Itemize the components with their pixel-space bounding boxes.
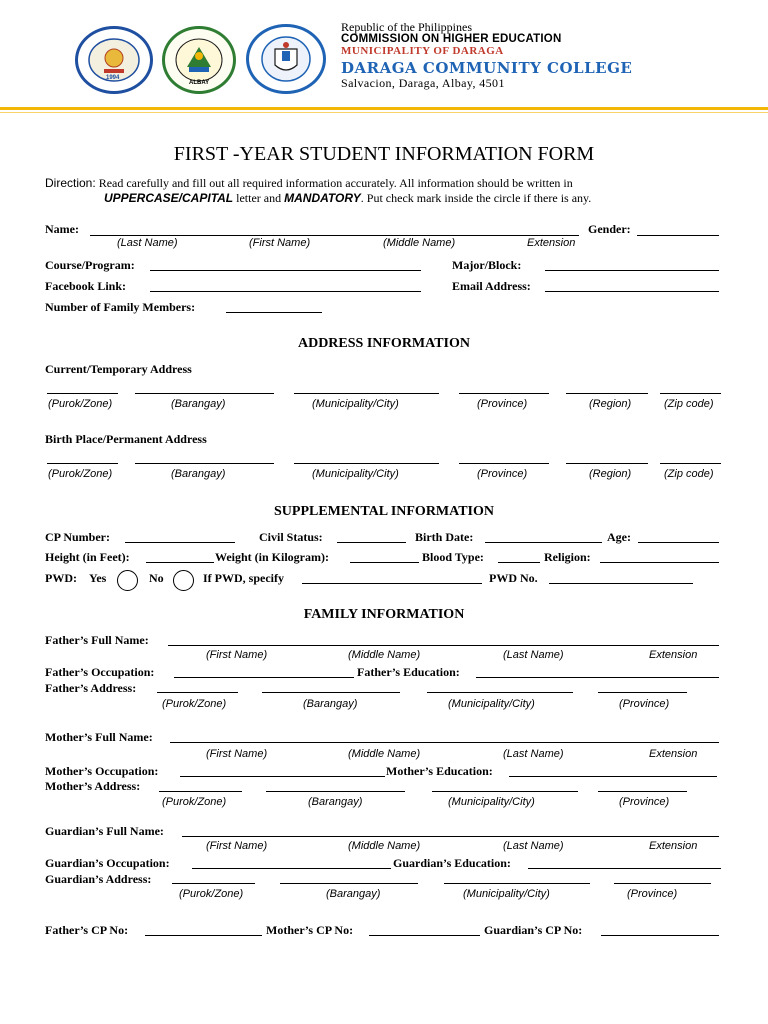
name-caption-extension: Extension	[527, 237, 576, 249]
father-education-field[interactable]	[476, 677, 719, 678]
birth-date-field[interactable]	[485, 542, 602, 543]
pwd-specify-field[interactable]	[302, 583, 482, 584]
mother-address-label: Mother’s Address:	[45, 779, 141, 793]
current-caption-municipality: (Municipality/City)	[312, 398, 399, 410]
father-caption-province: (Province)	[619, 698, 670, 710]
header-college: DARAGA COMMUNITY COLLEGE	[341, 59, 633, 77]
guardian-education-field[interactable]	[528, 868, 721, 869]
weight-field[interactable]	[350, 562, 419, 563]
father-occupation-field[interactable]	[174, 677, 354, 678]
pwd-label: PWD:	[45, 571, 77, 585]
guardian-name-field[interactable]	[182, 836, 719, 837]
birth-caption-barangay: (Barangay)	[171, 468, 226, 480]
guardian-purok-field[interactable]	[172, 883, 255, 884]
mother-occupation-field[interactable]	[180, 776, 385, 777]
father-caption-middle: (Middle Name)	[348, 649, 421, 661]
guardian-occupation-field[interactable]	[192, 868, 391, 869]
father-occupation-label: Father’s Occupation:	[45, 665, 155, 679]
address-heading: ADDRESS INFORMATION	[297, 336, 471, 351]
guardian-name-label: Guardian’s Full Name:	[45, 824, 164, 838]
father-name-field[interactable]	[168, 645, 719, 646]
current-caption-zip: (Zip code)	[664, 398, 714, 410]
mother-cp-field[interactable]	[369, 935, 480, 936]
pwd-no-checkbox[interactable]	[173, 570, 194, 591]
guardian-caption-municipality: (Municipality/City)	[463, 888, 550, 900]
father-caption-purok: (Purok/Zone)	[162, 698, 227, 710]
guardian-caption-first: (First Name)	[206, 840, 268, 852]
current-municipality-field[interactable]	[294, 393, 439, 394]
facebook-label: Facebook Link:	[45, 279, 127, 293]
birth-caption-province: (Province)	[477, 468, 528, 480]
cp-number-label: CP Number:	[45, 530, 110, 544]
pwd-yes-label: Yes	[89, 571, 107, 585]
birth-purok-field[interactable]	[47, 463, 118, 464]
birth-date-label: Birth Date:	[415, 530, 474, 544]
cp-number-field[interactable]	[125, 542, 235, 543]
header-republic: Republic of the Philippines	[341, 20, 472, 34]
mother-name-label: Mother’s Full Name:	[45, 730, 153, 744]
major-label: Major/Block:	[452, 258, 522, 272]
father-municipality-field[interactable]	[427, 692, 573, 693]
header-divider-yellow-thin	[0, 112, 768, 113]
birth-municipality-field[interactable]	[294, 463, 439, 464]
age-label: Age:	[607, 530, 631, 544]
college-seal	[246, 24, 326, 94]
major-field[interactable]	[545, 270, 719, 271]
father-caption-first: (First Name)	[206, 649, 268, 661]
current-province-field[interactable]	[459, 393, 549, 394]
direction	[45, 176, 573, 191]
name-caption-first: (First Name)	[249, 237, 311, 249]
name-field[interactable]	[90, 235, 579, 236]
guardian-address-label: Guardian’s Address:	[45, 872, 152, 886]
mother-caption-first: (First Name)	[206, 748, 268, 760]
family-heading: FAMILY INFORMATION	[303, 607, 465, 622]
name-caption-last: (Last Name)	[117, 237, 178, 249]
birth-caption-municipality: (Municipality/City)	[312, 468, 399, 480]
current-zip-field[interactable]	[660, 393, 721, 394]
header-ched: COMMISSION ON HIGHER EDUCATION	[341, 33, 562, 45]
civil-status-label: Civil Status:	[259, 530, 323, 544]
birth-zip-field[interactable]	[660, 463, 721, 464]
current-purok-field[interactable]	[47, 393, 118, 394]
pwd-no-label: No	[149, 571, 164, 585]
pwd-number-field[interactable]	[549, 583, 693, 584]
ched-seal	[75, 26, 153, 94]
birth-caption-region: (Region)	[589, 468, 632, 480]
weight-label: Weight (in Kilogram):	[215, 550, 329, 564]
current-caption-province: (Province)	[477, 398, 528, 410]
guardian-barangay-field[interactable]	[280, 883, 418, 884]
direction-text-2: letter and	[236, 191, 282, 205]
header-address: Salvacion, Daraga, Albay, 4501	[341, 76, 505, 90]
mother-purok-field[interactable]	[159, 791, 242, 792]
direction-line-2	[104, 191, 591, 206]
municipality-seal-bottom: ALBAY	[189, 80, 210, 86]
direction-label: Direction:	[45, 176, 96, 190]
current-barangay-field[interactable]	[135, 393, 274, 394]
college-seal-emblem	[249, 27, 323, 91]
municipality-seal	[162, 26, 236, 94]
religion-field[interactable]	[600, 562, 719, 563]
header-divider-yellow	[0, 107, 768, 110]
form-title: FIRST -YEAR STUDENT INFORMATION FORM	[173, 143, 595, 165]
mother-caption-last: (Last Name)	[503, 748, 564, 760]
ched-seal-emblem	[78, 29, 150, 91]
guardian-caption-barangay: (Barangay)	[326, 888, 381, 900]
civil-status-field[interactable]	[337, 542, 406, 543]
height-label: Height (in Feet):	[45, 550, 130, 564]
email-field[interactable]	[545, 291, 719, 292]
birth-province-field[interactable]	[459, 463, 549, 464]
mother-municipality-field[interactable]	[432, 791, 578, 792]
family-members-field[interactable]	[226, 312, 322, 313]
birth-region-field[interactable]	[566, 463, 648, 464]
facebook-field[interactable]	[150, 291, 421, 292]
name-label: Name:	[45, 222, 79, 236]
father-purok-field[interactable]	[157, 692, 238, 693]
email-label: Email Address:	[452, 279, 531, 293]
pwd-yes-checkbox[interactable]	[117, 570, 138, 591]
supplemental-heading: SUPPLEMENTAL INFORMATION	[274, 504, 494, 519]
direction-text-3: . Put check mark inside the circle if there is any.	[360, 191, 592, 205]
guardian-cp-label: Guardian’s CP No:	[484, 923, 583, 937]
father-cp-label: Father’s CP No:	[45, 923, 129, 937]
guardian-province-field[interactable]	[614, 883, 711, 884]
blood-type-label: Blood Type:	[422, 550, 484, 564]
father-address-label: Father’s Address:	[45, 681, 137, 695]
gender-label: Gender:	[588, 222, 631, 236]
current-caption-region: (Region)	[589, 398, 632, 410]
father-caption-municipality: (Municipality/City)	[448, 698, 535, 710]
ched-seal-year: 1994	[106, 75, 120, 81]
birth-address-label: Birth Place/Permanent Address	[45, 432, 207, 446]
guardian-caption-purok: (Purok/Zone)	[179, 888, 244, 900]
mother-caption-purok: (Purok/Zone)	[162, 796, 227, 808]
birth-caption-purok: (Purok/Zone)	[48, 468, 113, 480]
guardian-caption-extension: Extension	[649, 840, 698, 852]
guardian-caption-province: (Province)	[627, 888, 678, 900]
birth-caption-zip: (Zip code)	[664, 468, 714, 480]
birth-barangay-field[interactable]	[135, 463, 274, 464]
mother-caption-municipality: (Municipality/City)	[448, 796, 535, 808]
guardian-occupation-label: Guardian’s Occupation:	[45, 856, 170, 870]
current-address-label: Current/Temporary Address	[45, 362, 192, 376]
direction-text-1: Read carefully and fill out all required information accurately. All information should be written in	[98, 176, 573, 190]
blood-type-field[interactable]	[498, 562, 540, 563]
family-members-label: Number of Family Members:	[45, 300, 196, 314]
father-caption-barangay: (Barangay)	[303, 698, 358, 710]
direction-mandatory: MANDATORY	[284, 191, 361, 205]
pwd-number-label: PWD No.	[489, 571, 538, 585]
guardian-caption-last: (Last Name)	[503, 840, 564, 852]
father-province-field[interactable]	[598, 692, 687, 693]
mother-cp-label: Mother’s CP No:	[266, 923, 354, 937]
guardian-caption-middle: (Middle Name)	[348, 840, 421, 852]
name-caption-middle: (Middle Name)	[383, 237, 456, 249]
course-field[interactable]	[150, 270, 421, 271]
current-caption-barangay: (Barangay)	[171, 398, 226, 410]
header-municipality: MUNICIPALITY OF DARAGA	[341, 45, 504, 57]
mother-province-field[interactable]	[598, 791, 687, 792]
mother-caption-extension: Extension	[649, 748, 698, 760]
age-field[interactable]	[638, 542, 719, 543]
father-cp-field[interactable]	[145, 935, 262, 936]
mother-caption-middle: (Middle Name)	[348, 748, 421, 760]
direction-uppercase: UPPERCASE/CAPITAL	[104, 191, 234, 205]
current-caption-purok: (Purok/Zone)	[48, 398, 113, 410]
current-region-field[interactable]	[566, 393, 648, 394]
guardian-education-label: Guardian’s Education:	[393, 856, 511, 870]
father-name-label: Father’s Full Name:	[45, 633, 149, 647]
father-education-label: Father’s Education:	[357, 665, 460, 679]
mother-barangay-field[interactable]	[266, 791, 405, 792]
father-barangay-field[interactable]	[262, 692, 400, 693]
gender-field[interactable]	[637, 235, 719, 236]
guardian-municipality-field[interactable]	[444, 883, 590, 884]
height-field[interactable]	[146, 562, 214, 563]
mother-education-field[interactable]	[509, 776, 717, 777]
religion-label: Religion:	[544, 550, 591, 564]
pwd-specify-label: If PWD, specify	[203, 571, 284, 585]
course-label: Course/Program:	[45, 258, 135, 272]
guardian-cp-field[interactable]	[601, 935, 719, 936]
mother-name-field[interactable]	[170, 742, 719, 743]
mother-caption-barangay: (Barangay)	[308, 796, 363, 808]
father-caption-last: (Last Name)	[503, 649, 564, 661]
mother-education-label: Mother’s Education:	[386, 764, 493, 778]
father-caption-extension: Extension	[649, 649, 698, 661]
mother-occupation-label: Mother’s Occupation:	[45, 764, 159, 778]
mother-caption-province: (Province)	[619, 796, 670, 808]
